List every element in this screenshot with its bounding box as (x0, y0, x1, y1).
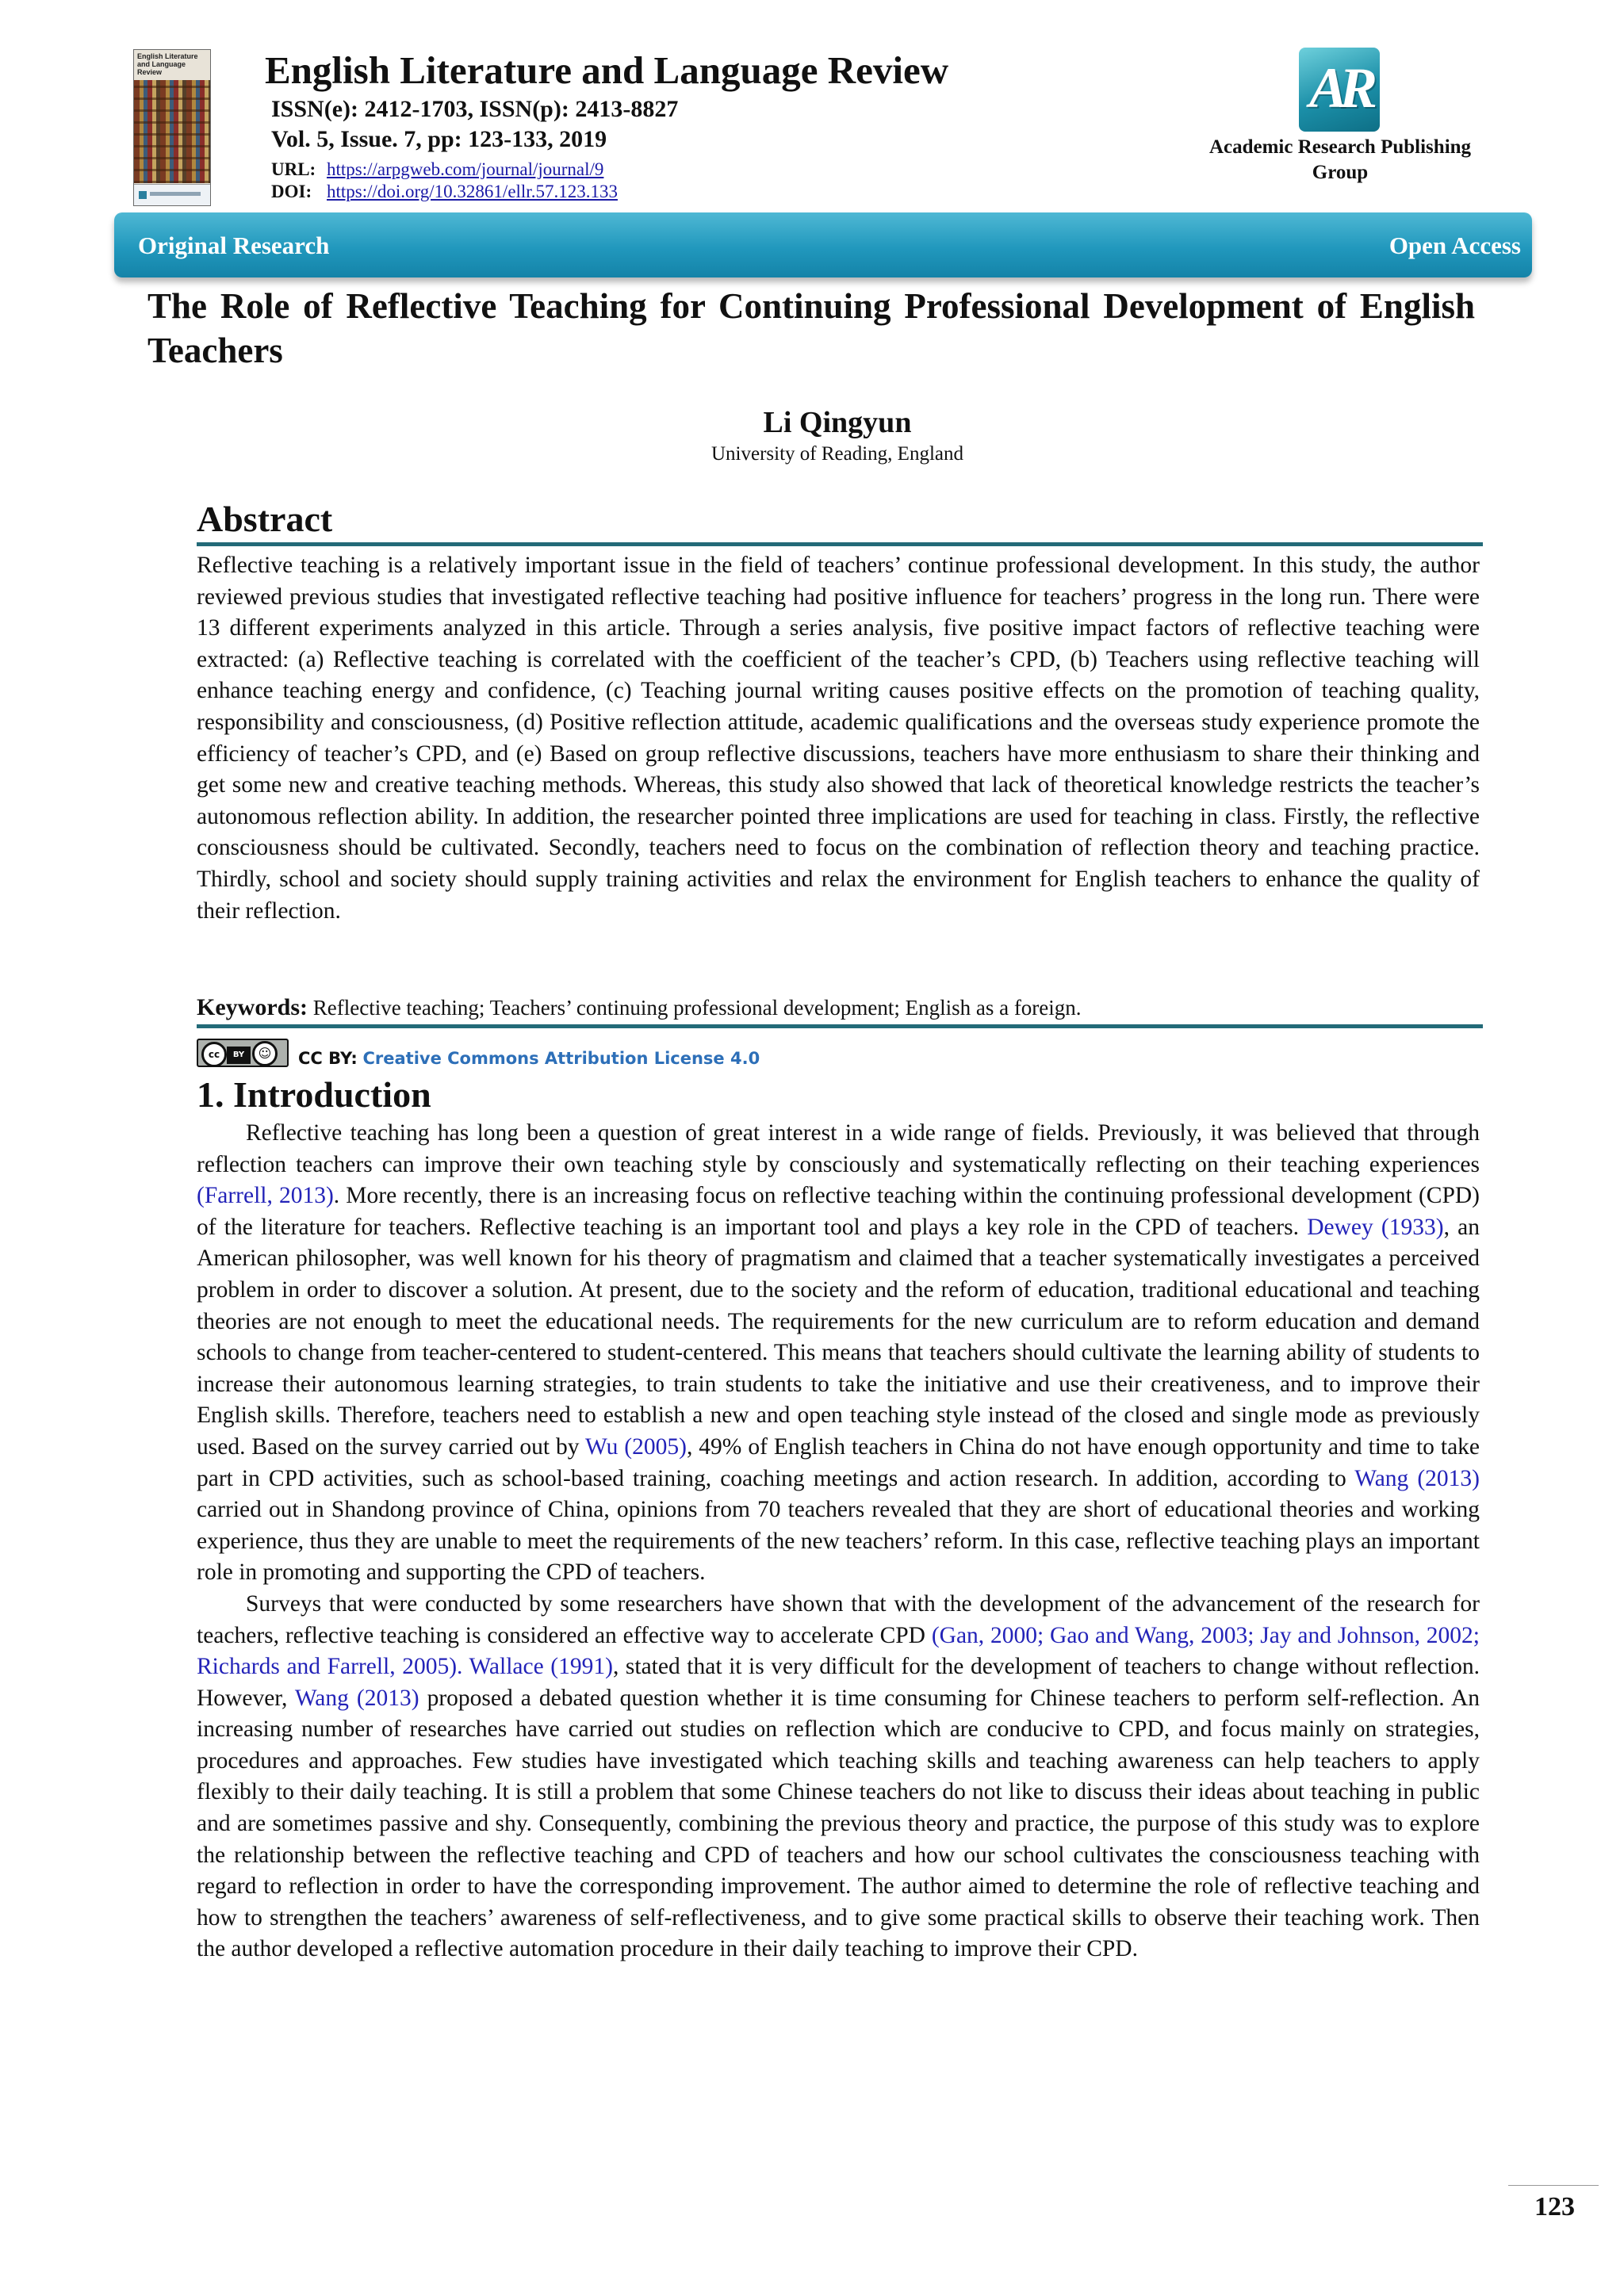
abstract-top-rule (197, 542, 1483, 546)
introduction-heading: 1. Introduction (197, 1074, 431, 1115)
doi-label: DOI: (271, 182, 312, 201)
introduction-body (197, 1118, 1480, 1965)
article-type-label: Original Research (138, 232, 330, 259)
page-number: 123 (1534, 2192, 1575, 2221)
article-type-banner (114, 212, 1532, 277)
abstract-bottom-rule (197, 1024, 1483, 1028)
citation-dewey-1933[interactable]: Dewey (1933) (1307, 1214, 1444, 1240)
publisher-logo-text: AR (1308, 56, 1370, 120)
journal-title: English Literature and Language Review (265, 48, 949, 92)
citation-farrell-2013[interactable]: (Farrell, 2013) (197, 1183, 334, 1209)
abstract-heading: Abstract (197, 499, 333, 539)
author-name: Li Qingyun (763, 406, 912, 439)
open-access-label: Open Access (1388, 232, 1521, 259)
intro-paragraph-2 (197, 1589, 1480, 1965)
doi-line (271, 181, 618, 203)
license-label: CC BY: (298, 1049, 358, 1068)
license-line (298, 1048, 760, 1069)
publisher-line-1: Academic Research Publishing (1208, 136, 1472, 158)
keywords-label: Keywords: (197, 994, 308, 1020)
intro-p1-text-3: , an American philosopher, was well known for his theory of pragmatism and claimed that a teacher systematically investigates a perceived problem in order to discover a solution. At present, due to the society and the reform of education, traditional educational and teaching theories are not enough to meet the educational needs. The requirements for the new curriculum are to reform education and demand schools to change from teacher-centered to student-centered. This means that teachers should cultivate the learning ability of students to increase their autonomous learning strategies, to train students to take the initiative and use their creativeness, and to improve their English skills. Therefore, teachers need to establish a new and open teaching style instead of the closed and single mode as previously used. Based on the survey carried out by (197, 1214, 1480, 1460)
intro-p1-text-2: . More recently, there is an increasing focus on reflective teaching within the continuing professional development (CPD) of the literature for teachers. Reflective teaching is an important tool and plays a key role in the CPD of teachers. (197, 1183, 1480, 1240)
abstract-text: Reflective teaching is a relatively important issue in the field of teachers’ continue professional development. In this study, the author reviewed previous studies that investigated reflective teaching had positive influence for teachers’ progress in the long run. There were 13 different experiments analyzed in this article. Through a series analysis, five positive impact factors of reflective teaching were extracted: (a) Reflective teaching is correlated with the coefficient of the teacher’s CPD, (b) Teachers using reflective teaching will enhance teaching energy and confidence, (c) Teaching journal writing causes positive effects on the promotion of teaching quality, responsibility and consciousness, (d) Positive reflection attitude, academic qualifications and the overseas study experience promote the efficiency of teacher’s CPD, and (e) Based on group reflective discussions, teachers have more enthusiasm to share their thinking and get some new and creative teaching methods. Whereas, this study also showed that lack of theoretical knowledge restricts the teacher’s autonomous reflection ability. In addition, the researcher pointed three implications are used for teaching in class. Firstly, the reflective consciousness should be cultivated. Secondly, teachers need to focus on the combination of reflection theory and teaching practice. Thirdly, school and society should supply training activities and relax the environment for English teachers to enhance the quality of their reflection. (197, 553, 1480, 924)
doi-link[interactable]: https://doi.org/10.32861/ellr.57.123.133 (327, 182, 618, 201)
author-affiliation: University of Reading, England (711, 443, 963, 465)
citation-wu-2005[interactable]: Wu (2005) (584, 1433, 687, 1460)
citation-group-gan-2000[interactable]: (Gan, 2000; Gao and Wang, 2003; Jay and Johnson, 2002; Richards and Farrell, 2005). (197, 1622, 1480, 1680)
cc-by-license-icon[interactable] (197, 1039, 289, 1067)
publisher-line-2: Group (1312, 162, 1369, 183)
volume-line: Vol. 5, Issue. 7, pp: 123-133, 2019 (271, 126, 607, 152)
citation-wang-2013-b[interactable]: Wang (2013) (294, 1685, 419, 1711)
url-line (271, 159, 603, 181)
publisher-name (1174, 135, 1507, 186)
cover-title: English Literature and Language Review (137, 52, 198, 76)
cover-library-image (134, 80, 210, 183)
cc-logo-icon: cc (201, 1042, 227, 1067)
footer-rule (1508, 2185, 1599, 2186)
cover-publisher-logo (134, 184, 210, 205)
publisher-logo (1299, 48, 1380, 132)
intro-p1-text-1: Reflective teaching has long been a question of great interest in a wide range of fields. Previously, it was believed that through reflection teachers can improve their own teaching style by consciously and systematically reflecting on their teaching experiences (197, 1120, 1480, 1177)
citation-wallace-1991[interactable]: Wallace (1991) (469, 1654, 613, 1680)
issn-line: ISSN(e): 2412-1703, ISSN(p): 2413-8827 (271, 96, 679, 122)
journal-cover-image (133, 49, 211, 206)
keywords-line (197, 993, 1480, 1023)
intro-p2-text-2: , stated that it is very difficult for the development of teachers to change without reflection. However, (197, 1654, 1480, 1711)
intro-p1-text-5: carried out in Shandong province of China, opinions from 70 teachers revealed that they are short of educational theories and working experience, thus they are unable to meet the requirements of the new teachers’ reform. In this case, reflective teaching plays an important role in promoting and supporting the CPD of teachers. (197, 1497, 1480, 1586)
intro-p2-text-1: Surveys that were conducted by some researchers have shown that with the development of the advancement of the research for teachers, reflective teaching is considered an effective way to accelerate CPD (197, 1590, 1480, 1648)
url-label: URL: (271, 159, 316, 179)
journal-url-link[interactable]: https://arpgweb.com/journal/journal/9 (327, 159, 604, 179)
intro-paragraph-1 (197, 1118, 1480, 1589)
license-link[interactable]: Creative Commons Attribution License 4.0 (362, 1049, 760, 1068)
intro-p2-text-3: proposed a debated question whether it is time consuming for Chinese teachers to perform self-reflection. An increasing number of researches have carried out studies on reflection which are conducive to CPD, and focus mainly on strategies, procedures and approaches. Few studies have investigated which teaching skills and teaching awareness can help teachers to apply flexibly to their daily teaching. It is still a problem that some Chinese teachers do not like to discuss their ideas about teaching in public and are sometimes passive and shy. Consequently, combining the previous theory and practice, the purpose of this study was to explore the relationship between the reflective teaching and CPD of teachers and how our school cultivates the consciousness teaching with regard to reflection in order to have the corresponding improvement. The author aimed to determine the role of reflective teaching and how to strengthen the teachers’ awareness of self-reflectiveness, and to give some practical skills to observe their teaching work. Then the author developed a reflective automation procedure in their daily teaching to improve their CPD. (197, 1685, 1480, 1962)
paper-title: The Role of Reflective Teaching for Continuing Professional Development of English Teachers (147, 286, 1475, 370)
attribution-person-icon: ☺ (252, 1041, 278, 1066)
citation-wang-2013[interactable]: Wang (2013) (1354, 1465, 1480, 1491)
by-label-icon: BY (227, 1047, 251, 1064)
intro-p1-text-4: , 49% of English teachers in China do not have enough opportunity and time to take part in CPD activities, such as school-based training, coaching meetings and action research. In addition, according to (197, 1433, 1480, 1491)
keywords-text: Reflective teaching; Teachers’ continuing professional development; English as a foreign. (312, 996, 1082, 1020)
